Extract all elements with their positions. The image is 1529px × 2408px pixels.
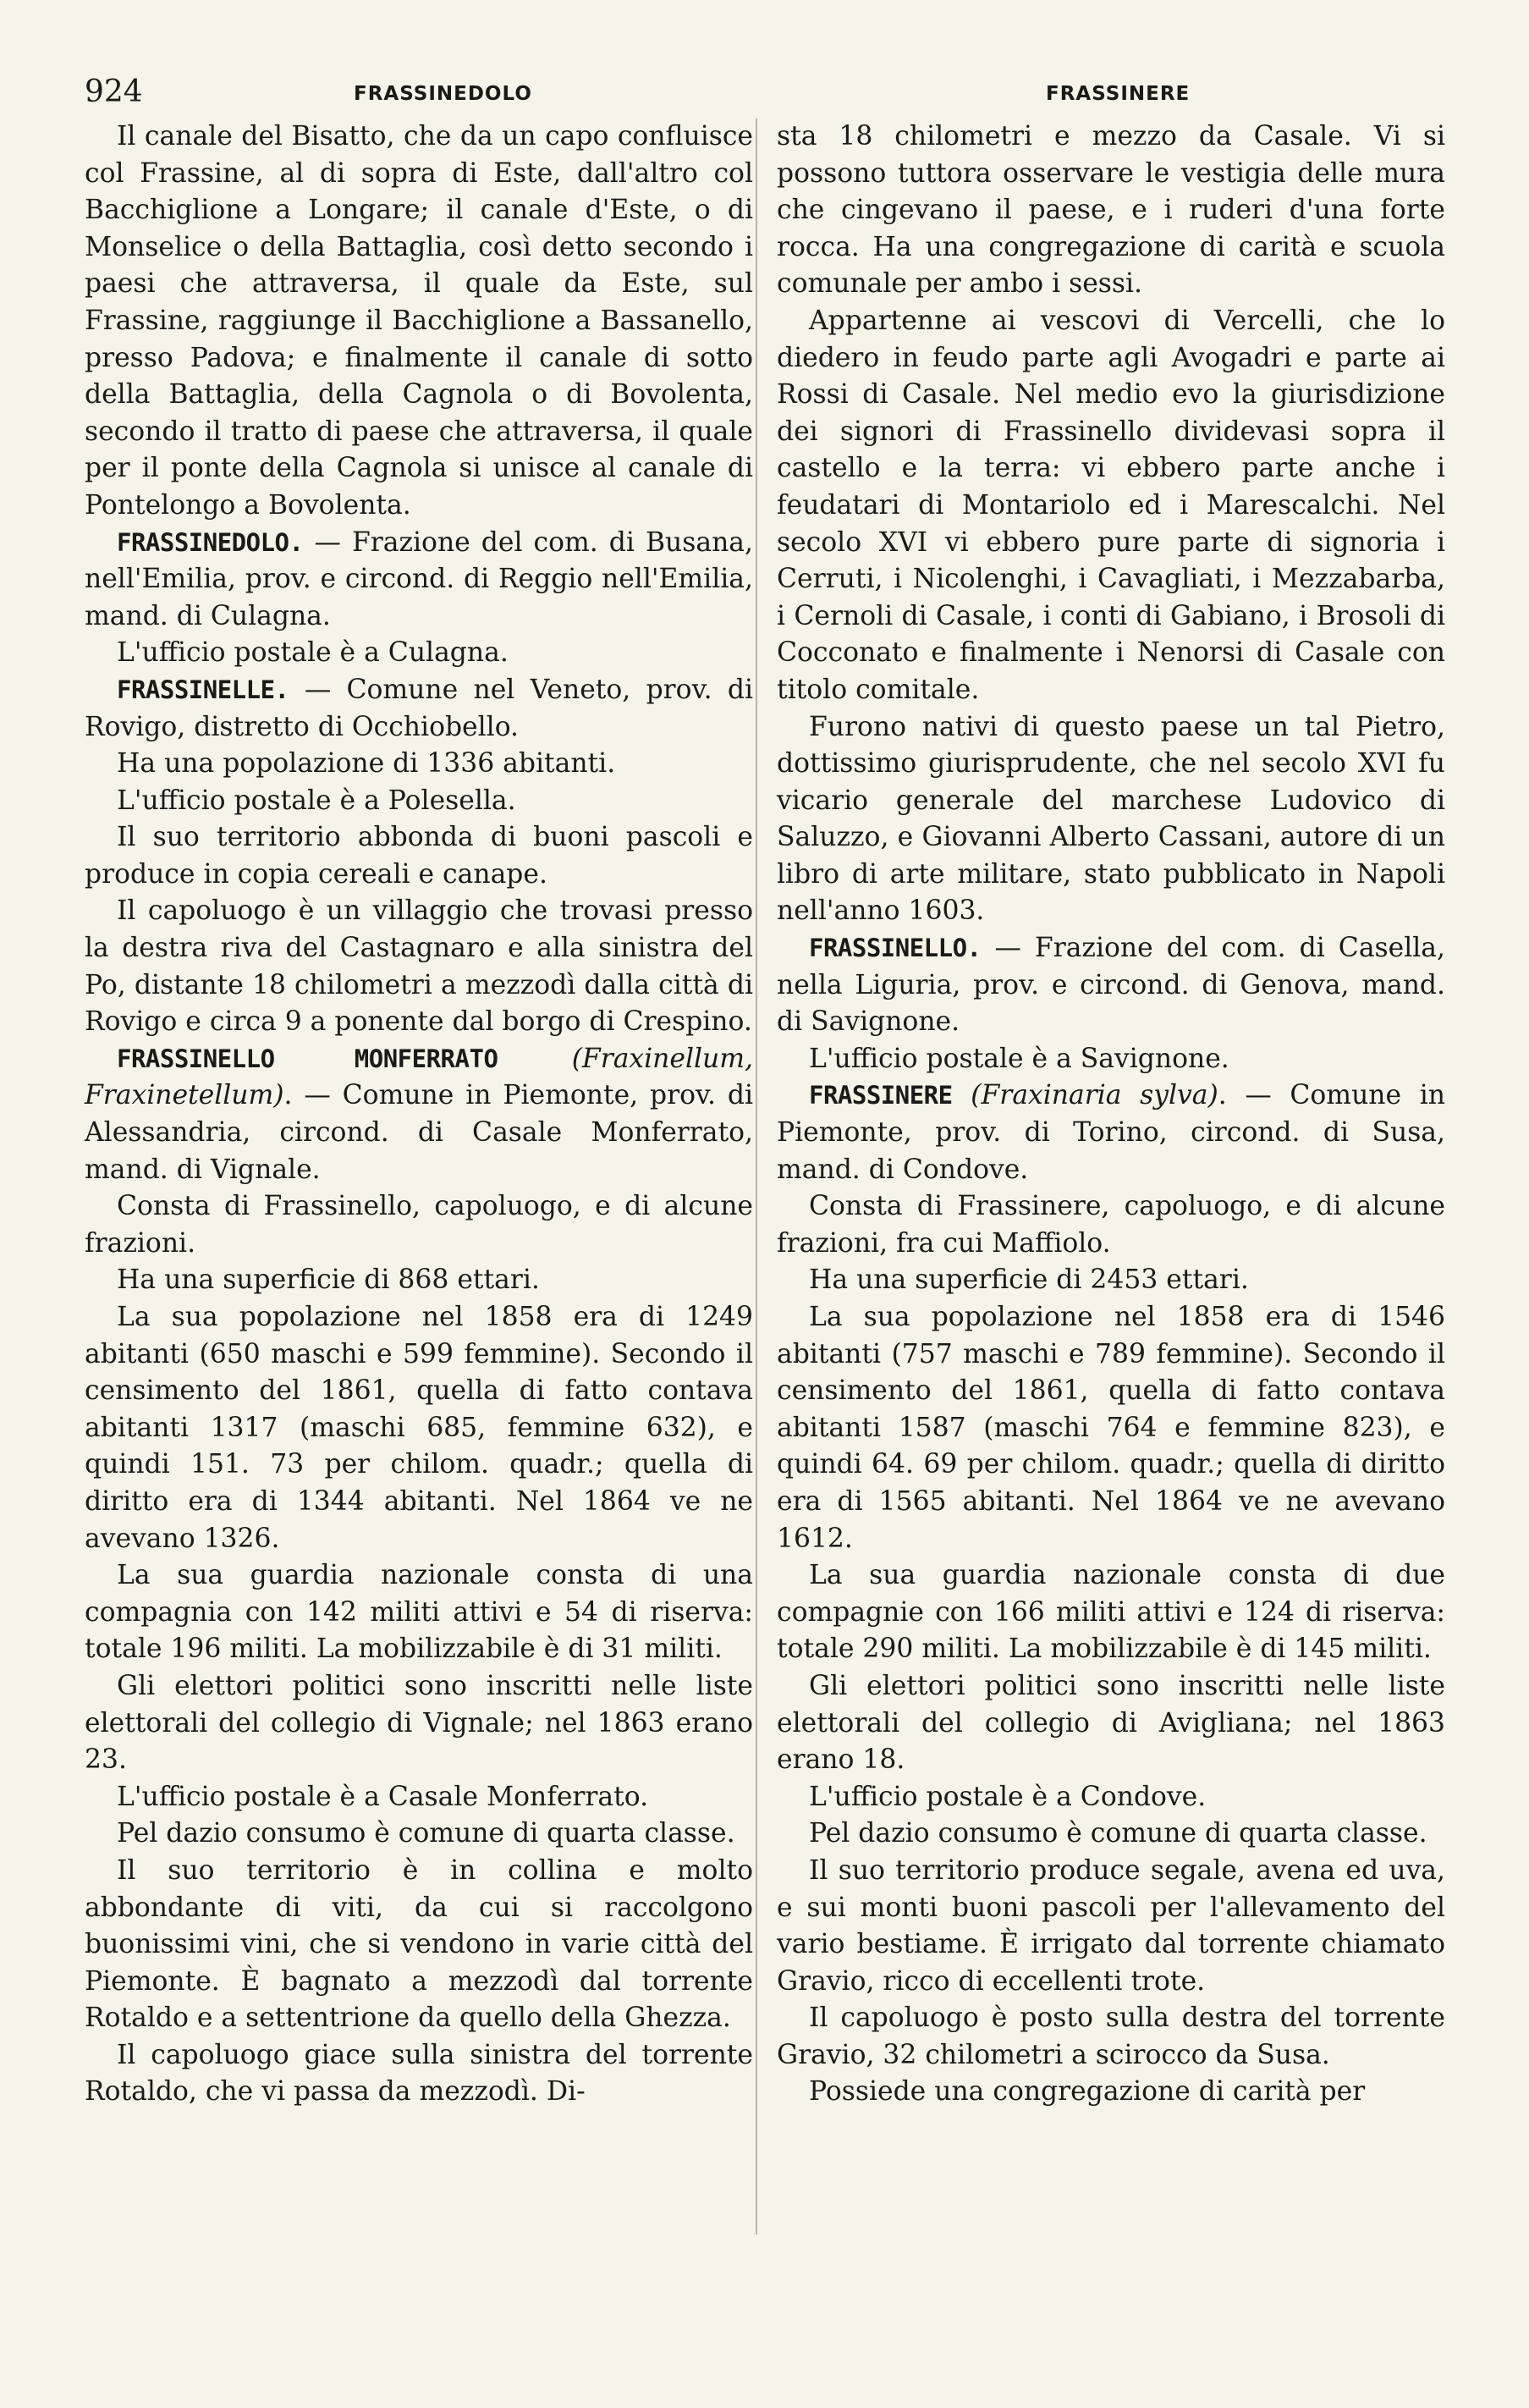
- paragraph: [85, 1188, 753, 1262]
- paragraph: [777, 1188, 1445, 1262]
- paragraph-text: Ha una superficie di 868 ettari.: [117, 1265, 540, 1296]
- paragraph-text: L'ufficio postale è a Condove.: [809, 1781, 1207, 1812]
- paragraph: [85, 1557, 753, 1668]
- paragraph: [777, 118, 1445, 303]
- paragraph-text: Ha una superficie di 2453 ettari.: [809, 1265, 1249, 1296]
- entry-headword: FRASSINELLE.: [117, 675, 289, 704]
- paragraph: [777, 2074, 1445, 2111]
- latin-name: (Fraxinellum, Fraxinetellum): [85, 1043, 754, 1111]
- paragraph-text: Furono nativi di questo paese un tal Pietro, dottissimo giurisprudente, che nel secolo XVI fu vicario generale del marchese Ludovico di Saluzzo, e Giovanni Alberto Cassani, autore di un libro di arte militare, stato pubblicato in Napoli nell'anno 1603.: [777, 711, 1445, 927]
- paragraph-text: Il capoluogo è un villaggio che trovasi presso la destra riva del Castagnaro e alla sinistra del Po, distante 18 chilometri a mezzodì dalla città di Rovigo e circa 9 a ponente dal borgo di Crespino.: [85, 895, 753, 1038]
- paragraph-text: — Frazione del com. di Casella, nella Liguria, prov. e circond. di Genova, mand. di Savignone.: [777, 933, 1445, 1038]
- paragraph: [85, 2037, 753, 2111]
- paragraph-text: Il suo territorio è in collina e molto abbondante di viti, da cui si raccolgono buonissimi vini, che si vendono in varie città del Piemonte. È bagnato a mezzodì dal torrente Rotaldo e a settentrione da quello della Ghezza.: [85, 1854, 753, 2034]
- paragraph: [85, 1299, 753, 1557]
- paragraph: [85, 819, 753, 893]
- paragraph-text: La sua popolazione nel 1858 era di 1546 abitanti (757 maschi e 789 femmine). Secondo il censimento del 1861, quella di fatto contava abitanti 1587 (maschi 764 e femmine 823), e quindi 64. 69 per chilom. quadr.; quella di diritto era di 1565 abitanti. Nel 1864 ve ne avevano 1612.: [777, 1302, 1445, 1554]
- paragraph: [777, 1041, 1445, 1078]
- entry-paragraph: [777, 930, 1445, 1041]
- column-divider: [756, 118, 757, 2234]
- paragraph: [777, 1299, 1445, 1557]
- paragraph-text: Consta di Frassinello, capoluogo, e di alcune frazioni.: [85, 1191, 753, 1259]
- paragraph-text: Il capoluogo giace sulla sinistra del torrente Rotaldo, che vi passa da mezzodì. Di-: [85, 2039, 753, 2108]
- paragraph: [85, 1779, 753, 1816]
- page-header: [0, 74, 1529, 117]
- paragraph-text: sta 18 chilometri e mezzo da Casale. Vi si possono tuttora osservare le vestigia delle mura che cingevano il paese, e i ruderi d'una forte rocca. Ha una congregazione di carità e scuola comunale per ambo i sessi.: [777, 121, 1445, 300]
- paragraph: [777, 1262, 1445, 1299]
- entry-headword: FRASSINELLO MONFERRATO: [117, 1044, 498, 1073]
- paragraph-text: Appartenne ai vescovi di Vercelli, che lo diedero in feudo parte agli Avogadri e parte ai Rossi di Casale. Nel medio evo la giurisdizione dei signori di Frassinello dividevasi sopra il castello e la terra: vi ebbero parte anche i feudatari di Montariolo ed i Marescalchi. Nel secolo XVI vi ebbero pure parte di signoria i Cerruti, i Nicolenghi, i Cavagliati, i Mezzabarba, i Cernoli di Casale, i conti di Gabiano, i Brosoli di Cocconato e finalmente i Nenorsi di Casale con titolo comitale.: [777, 305, 1445, 705]
- paragraph: [777, 1557, 1445, 1668]
- paragraph: [777, 303, 1445, 709]
- paragraph-text: Il suo territorio produce segale, avena ed uva, e sui monti buoni pascoli per l'allevamento del vario bestiame. È irrigato dal torrente chiamato Gravio, ricco di eccellenti trote.: [777, 1854, 1445, 1997]
- paragraph: [85, 893, 753, 1040]
- paragraph: [85, 783, 753, 820]
- paragraph: [85, 635, 753, 672]
- paragraph-text: Gli elettori politici sono inscritti nelle liste elettorali del collegio di Vignale; nel 1863 erano 23.: [85, 1670, 753, 1776]
- entry-headword: FRASSINEDOLO.: [117, 527, 304, 557]
- paragraph: [777, 2000, 1445, 2074]
- paragraph-text: Pel dazio consumo è comune di quarta classe.: [117, 1818, 735, 1849]
- paragraph: [85, 1262, 753, 1299]
- paragraph: [777, 709, 1445, 931]
- entry-paragraph: [85, 525, 753, 636]
- paragraph-text: Gli elettori politici sono inscritti nelle liste elettorali del collegio di Avigliana; nel 1863 erano 18.: [777, 1670, 1445, 1776]
- paragraph: [85, 1853, 753, 2037]
- paragraph-text: — Comune nel Veneto, prov. di Rovigo, distretto di Occhiobello.: [85, 674, 753, 742]
- paragraph-text: Il suo territorio abbonda di buoni pascoli e produce in copia cereali e canape.: [85, 822, 753, 890]
- running-head-right: FRASSINERE: [1046, 83, 1191, 105]
- paragraph-text: L'ufficio postale è a Savignone.: [809, 1043, 1229, 1074]
- paragraph: [85, 746, 753, 783]
- latin-name: (Fraxinaria sylva): [971, 1080, 1218, 1111]
- paragraph-text: Possiede una congregazione di carità per: [809, 2076, 1366, 2108]
- paragraph-text: Ha una popolazione di 1336 abitanti.: [117, 748, 616, 780]
- paragraph: [777, 1779, 1445, 1816]
- paragraph-text: L'ufficio postale è a Culagna.: [117, 637, 509, 669]
- paragraph-text: L'ufficio postale è a Polesella.: [117, 785, 516, 816]
- paragraph-text: Pel dazio consumo è comune di quarta classe.: [809, 1818, 1427, 1849]
- paragraph-text: L'ufficio postale è a Casale Monferrato.: [117, 1781, 649, 1812]
- paragraph: [85, 1668, 753, 1779]
- paragraph-text: La sua guardia nazionale consta di una compagnia con 142 militi attivi e 54 di riserva: totale 196 militi. La mobilizzabile è di 31 militi.: [85, 1560, 753, 1665]
- entry-headword: FRASSINERE: [809, 1081, 953, 1110]
- paragraph: [777, 1853, 1445, 2000]
- entry-headword: FRASSINELLO.: [809, 934, 982, 963]
- entry-paragraph: [777, 1077, 1445, 1188]
- paragraph-text: La sua guardia nazionale consta di due compagnie con 166 militi attivi e 124 di riserva: totale 290 militi. La mobilizzabile è di 145 militi.: [777, 1560, 1445, 1665]
- paragraph-text: Il canale del Bisatto, che da un capo confluisce col Frassine, al di sopra di Este, dall'altro col Bacchiglione a Longare; il canale d'Este, o di Monselice o della Battaglia, così detto secondo i paesi che attraversa, il quale da Este, sul Frassine, raggiunge il Bacchiglione a Bassanello, presso Padova; e finalmente il canale di sotto della Battaglia, della Cagnola o di Bovolenta, secondo il tratto di paese che attraversa, il quale per il ponte della Cagnola si unisce al canale di Pontelongo a Bovolenta.: [85, 121, 753, 521]
- paragraph: [777, 1668, 1445, 1779]
- paragraph-text: Consta di Frassinere, capoluogo, e di alcune frazioni, fra cui Maffiolo.: [777, 1191, 1445, 1259]
- paragraph-text: . — Comune in Piemonte, prov. di Torino, circond. di Susa, mand. di Condove.: [777, 1080, 1445, 1185]
- paragraph-text: La sua popolazione nel 1858 era di 1249 abitanti (650 maschi e 599 femmine). Secondo il censimento del 1861, quella di fatto contava abitanti 1317 (maschi 685, femmine 632), e quindi 151. 73 per chilom. quadr.; quella di diritto era di 1344 abitanti. Nel 1864 ve ne avevano 1326.: [85, 1302, 753, 1554]
- paragraph-text: — Frazione del com. di Busana, nell'Emilia, prov. e circond. di Reggio nell'Emilia, mand. di Culagna.: [85, 526, 753, 631]
- paragraph-text: . — Comune in Piemonte, prov. di Alessandria, circond. di Casale Monferrato, mand. di Vignale.: [85, 1080, 753, 1185]
- entry-paragraph: [85, 1041, 753, 1188]
- paragraph: [85, 1816, 753, 1853]
- page-number: 924: [85, 74, 143, 109]
- right-column: [777, 118, 1445, 2111]
- running-head-left: FRASSINEDOLO: [354, 83, 532, 105]
- paragraph-text: Il capoluogo è posto sulla destra del torrente Gravio, 32 chilometri a scirocco da Susa.: [777, 2003, 1445, 2070]
- paragraph: [85, 118, 753, 525]
- entry-paragraph: [85, 672, 753, 746]
- paragraph: [777, 1816, 1445, 1853]
- left-column: [85, 118, 753, 2111]
